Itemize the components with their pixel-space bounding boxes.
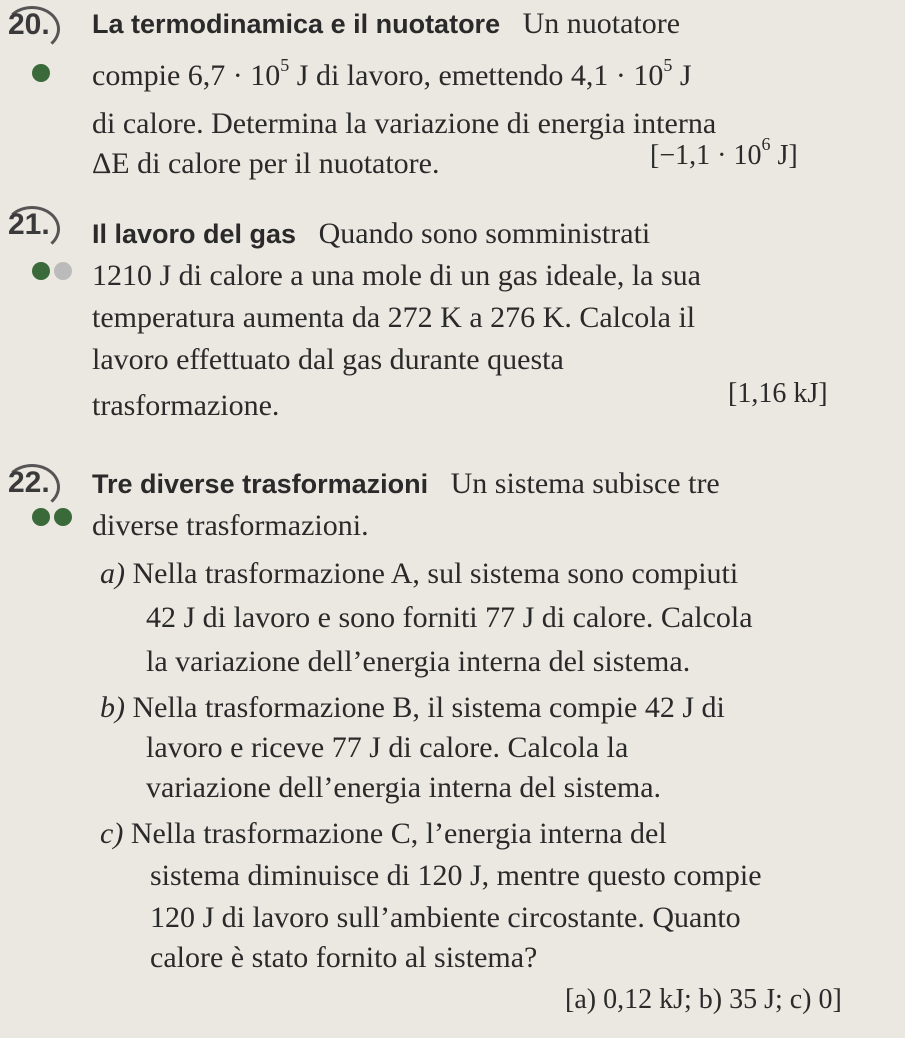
problem-22c-line-4: calore è stato fornito al sistema? [150,941,538,974]
problem-20-heading [92,6,680,42]
problem-20-answer: [$-1,1 \cdot 10^6$ J] [650,134,798,171]
problem-number: 21. [8,208,50,241]
problem-22-heading [92,466,720,502]
problem-text: Quando sono somministrati [318,217,651,250]
problem-20-line-3: di calore. Determina la variazione di energia interna [92,107,717,140]
problem-22-line-2: diverse trasformazioni. [92,509,369,542]
problem-22b: b) Nella trasformazione B, il sistema compie 42 J di [100,691,725,724]
difficulty-dot [32,262,50,280]
problem-22c-line-2: sistema diminuisce di 120 J, mentre questo compie [150,859,762,892]
problem-21-line-5: trasformazione. [92,389,280,422]
problem-22a-line-3: la variazione dell’energia interna del sistema. [146,645,691,678]
problem-number: 22. [8,466,50,499]
problem-22a-line-2: 42 J di lavoro e sono forniti 77 J di calore. Calcola [146,601,753,634]
problem-20-line-2: compie $6,7 \cdot 10^5$ J di lavoro, emettendo $4,1 \cdot 10^5$ J [92,55,692,92]
problem-21-line-2: 1210 J di calore a una mole di un gas ideale, la sua [92,259,701,292]
problem-title: Il lavoro del gas [92,219,297,249]
difficulty-dot [32,508,50,526]
problem-text: Un sistema subisce tre [450,467,720,500]
problem-21-answer: [1,16 kJ] [728,378,828,409]
problem-text: Un nuotatore [522,7,681,40]
problem-number: 20. [8,8,50,41]
problem-title: Tre diverse trasformazioni [92,469,429,499]
difficulty-dot [32,64,50,82]
problem-21-heading [92,216,650,252]
difficulty-dot-empty [54,262,72,280]
problem-22c-line-3: 120 J di lavoro sull’ambiente circostante. Quanto [150,901,741,934]
problem-22b-line-3: variazione dell’energia interna del sistema. [146,771,662,804]
problem-22c: c) Nella trasformazione C, l’energia interna del [100,817,667,850]
problem-22-answer: [a) 0,12 kJ; b) 35 J; c) 0] [565,984,842,1015]
problem-21-line-4: lavoro effettuato dal gas durante questa [92,343,564,376]
problem-21-line-3: temperatura aumenta da 272 K a 276 K. Calcola il [92,301,696,334]
item-label: a) [100,557,125,590]
item-label: c) [100,817,124,850]
item-label: b) [100,691,125,724]
problem-22b-line-2: lavoro e riceve 77 J di calore. Calcola la [146,731,629,764]
problem-title: La termodinamica e il nuotatore [92,9,501,39]
difficulty-dot [54,508,72,526]
problem-20-line-4: ΔE di calore per il nuotatore. [92,147,440,180]
problem-22a: a) Nella trasformazione A, sul sistema sono compiuti [100,557,739,590]
